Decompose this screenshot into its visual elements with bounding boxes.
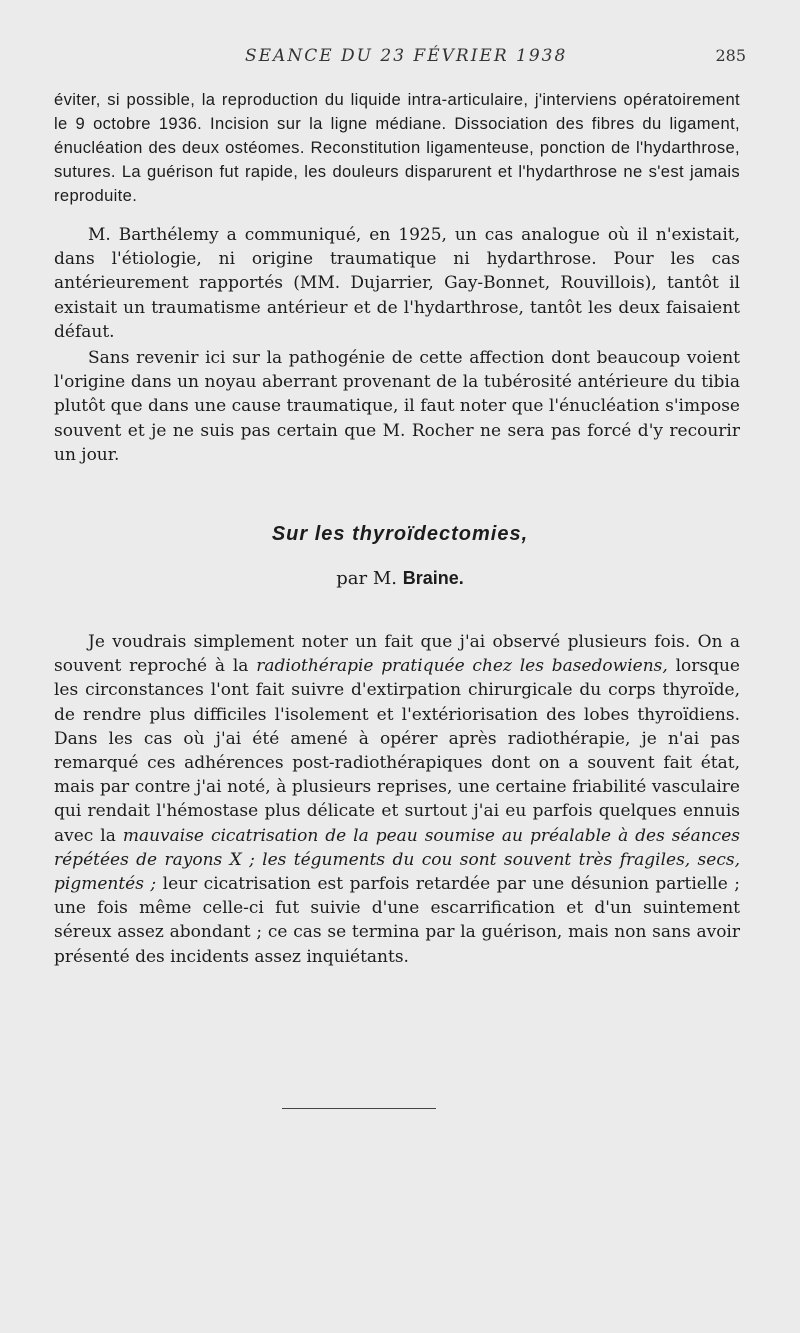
p4-italic-2: mauvaise cicatrisation de la peau soumise au préalable à des séances répétées de rayons X ; les téguments du cou sont souvent très fragiles, secs, pigmentés ; <box>54 825 740 895</box>
running-head <box>0 46 800 72</box>
paragraph-case-conclusion: éviter, si possible, la reproduction du liquide intra-articulaire, j'interviens opératoirement le 9 octobre 1936. Incision sur la ligne médiane. Dissociation des fibres du ligament, énucléation des deux ostéomes. Reconstitution ligamenteuse, ponction de l'hydarthrose, sutures. La guérison fut rapide, les douleurs disparurent et l'hydarthrose ne s'est jamais reproduite. <box>54 90 740 205</box>
paragraph-barthelemy: M. Barthélemy a communiqué, en 1925, un cas analogue où il n'existait, dans l'étiologie, ni origine traumatique ni hydarthrose. Pour les cas antérieurement rapportés (MM. Dujarrier, Gay-Bonnet, Rouvillois), tantôt il existait un traumatisme antérieur et de l'hydarthrose, tantôt les deux faisaient défaut. <box>54 225 740 342</box>
p4-text-2: lorsque les circonstances l'ont fait suivre d'extirpation chirurgicale du corps thyroïde, de rendre plus difficiles l'isolement et l'extériorisation des lobes thyroïdiens. Dans les cas où j'ai été amené à opérer après radiothérapie, je n'ai pas remarqué ces adhérences post-radiothérapiques dont on a souvent fait état, mais par contre j'ai noté, à plusieurs reprises, une certaine friabilité vasculaire qui rendait l'hémostase plus délicate et surtout j'ai eu parfois quelques ennuis avec la <box>54 656 740 846</box>
p4-text-1: Je voudrais simplement noter un fait que j'ai observé plusieurs fois. On a souvent reproché à la <box>54 632 740 677</box>
end-rule <box>282 1108 436 1109</box>
paragraph-pathogenie: Sans revenir ici sur la pathogénie de cette affection dont beaucoup voient l'origine dans un noyau aberrant provenant de la tubérosité antérieure du tibia plutôt que dans une cause traumatique, il faut noter que l'énucléation s'impose souvent et je ne suis pas certain que M. Rocher ne sera pas forcé d'y recourir un jour. <box>54 348 740 465</box>
running-head-title: SEANCE DU 23 FÉVRIER 1938 <box>245 46 568 66</box>
page-number: 285 <box>715 46 746 65</box>
byline-prefix: par M. <box>336 568 397 589</box>
byline-author: Braine. <box>402 568 464 588</box>
section-title: Sur les thyroïdectomies, <box>271 523 529 545</box>
section-byline <box>0 568 800 589</box>
paragraph-thyroidectomies <box>54 630 740 969</box>
p4-text-3: leur cicatrisation est parfois retardée par une désunion partielle ; une fois même celle-ci fut suivie d'une escarrification et d'un suintement séreux assez abondant ; ce cas se termina par la guérison, mais non sans avoir présenté des incidents assez inquiétants. <box>54 874 740 967</box>
p4-italic-1: radiothérapie pratiquée chez les basedowiens, <box>256 656 668 677</box>
